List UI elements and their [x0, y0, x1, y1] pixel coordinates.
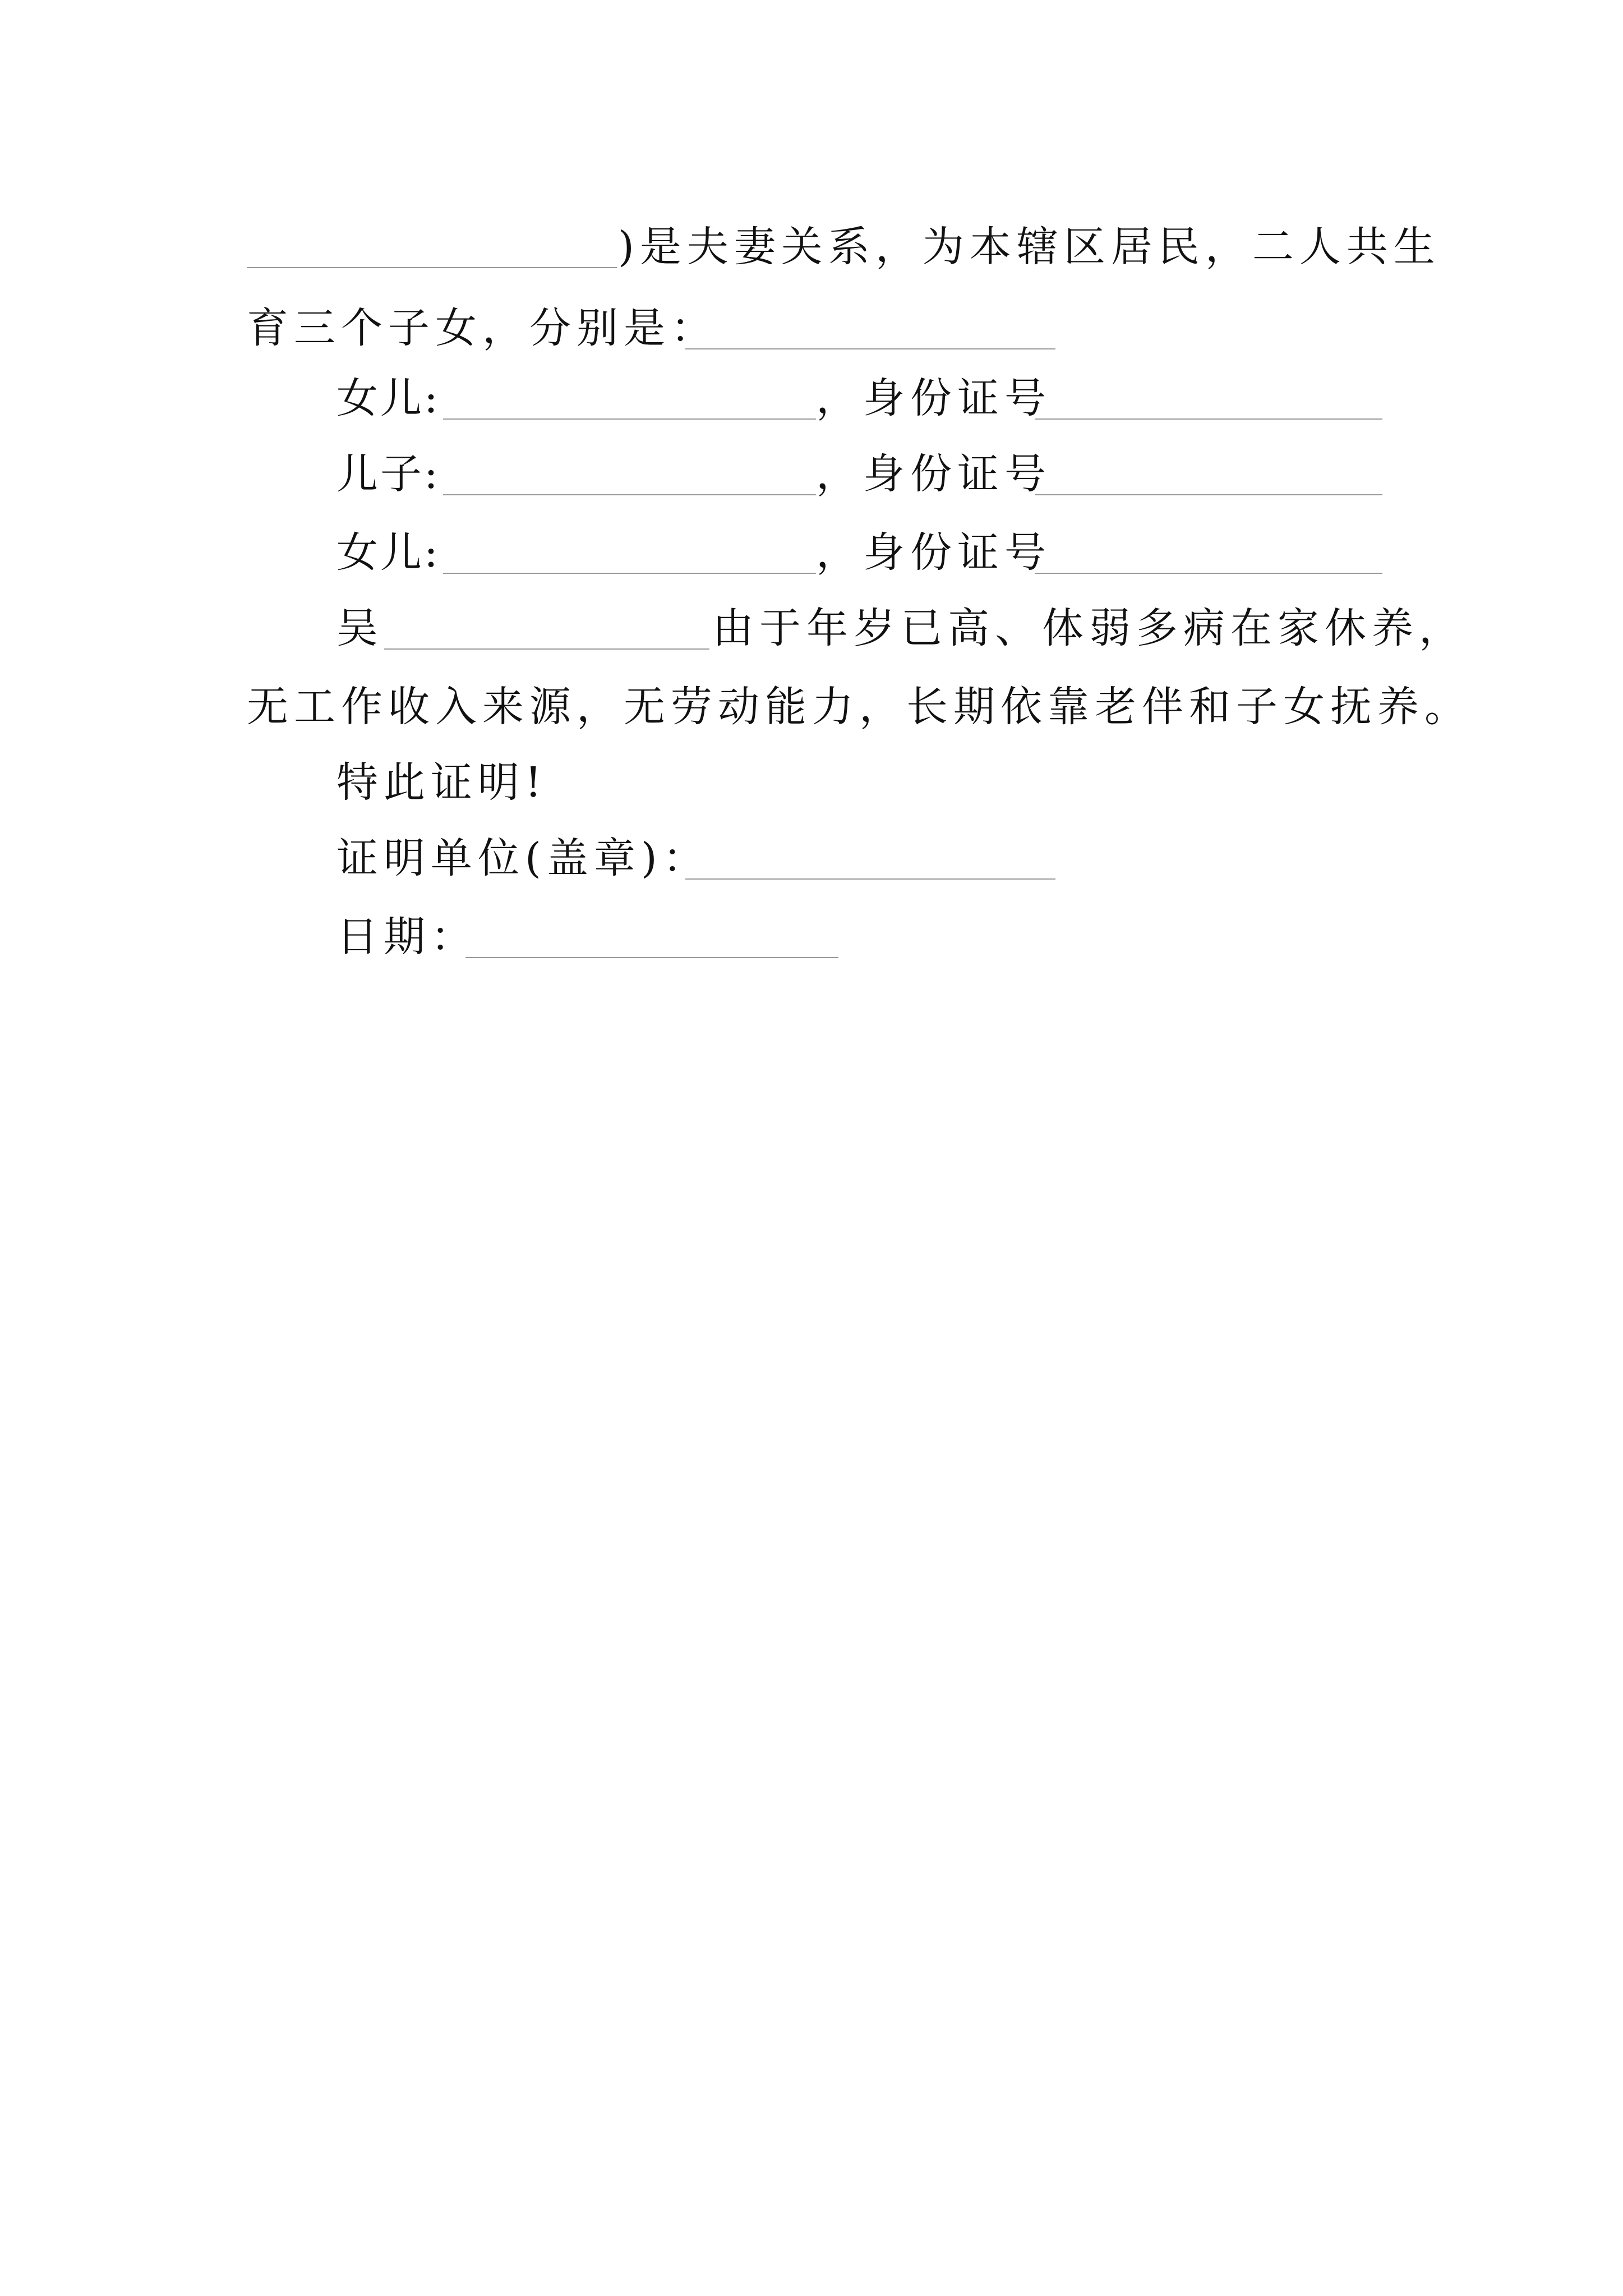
income-status-text: 无工作收入来源，无劳动能力，长期依靠老伴和子女抚养。 [247, 683, 1472, 731]
id-number-label: ，身份证号 [816, 450, 1052, 498]
id-number-label: ，身份证号 [816, 528, 1052, 577]
child-relation-label: 女儿: [336, 374, 440, 422]
children-intro-text: 育三个子女，分别是： [247, 304, 718, 352]
name-blank-field[interactable] [247, 213, 617, 280]
id-number-label: ，身份证号 [816, 374, 1052, 422]
spouse-relation-text: )是夫妻关系，为本辖区居民，二人共生 [618, 223, 1441, 271]
closing-statement: 特此证明! [336, 758, 547, 807]
child-name-blank-field[interactable] [443, 365, 816, 432]
date-blank-field[interactable] [465, 903, 838, 970]
id-number-blank-field[interactable] [1035, 440, 1382, 508]
id-number-blank-field[interactable] [1035, 519, 1382, 586]
certifying-unit-label: 证明单位(盖章)： [336, 834, 710, 882]
surname-prefix: 吴 [336, 604, 384, 652]
health-status-text: 由于年岁已高、体弱多病在家休养， [712, 604, 1466, 652]
surname-blank-field[interactable] [384, 595, 709, 662]
certifying-unit-blank-field[interactable] [685, 825, 1055, 892]
id-number-blank-field[interactable] [1035, 365, 1382, 432]
child-name-blank-field[interactable] [443, 440, 816, 508]
child-name-blank-field[interactable] [443, 519, 816, 586]
child-relation-label: 儿子: [336, 450, 440, 498]
date-label: 日期： [336, 913, 478, 961]
child-relation-label: 女儿: [336, 528, 440, 577]
children-blank-field[interactable] [685, 295, 1055, 362]
